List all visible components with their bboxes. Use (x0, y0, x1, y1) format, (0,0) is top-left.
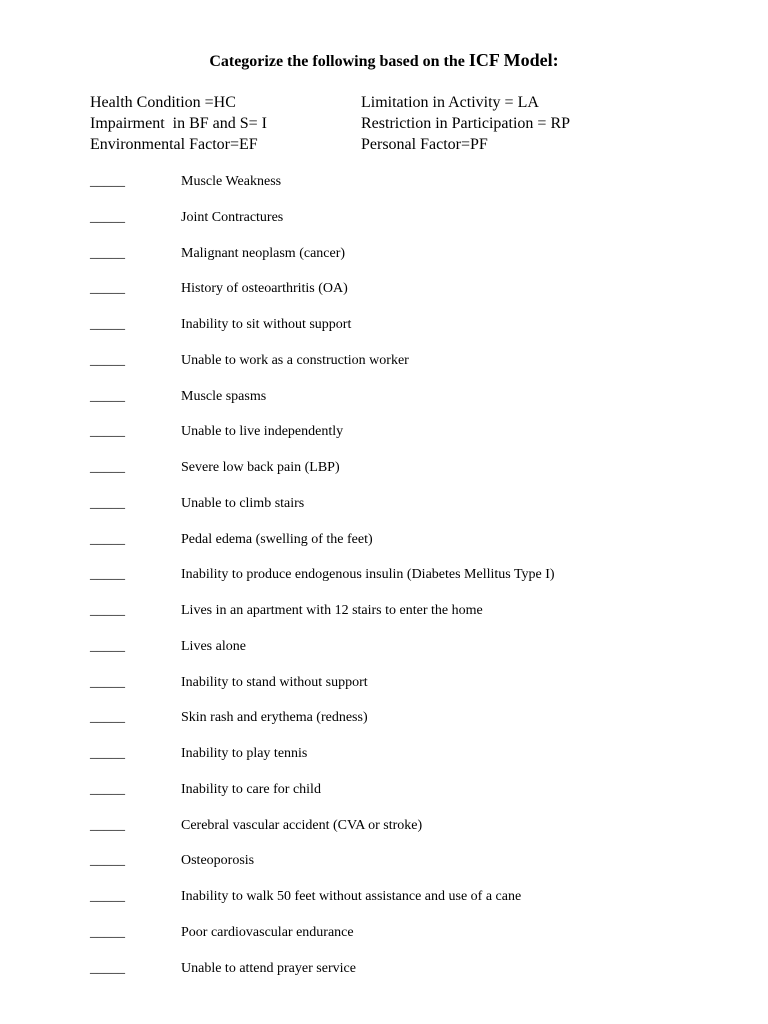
list-item (90, 317, 730, 353)
legend-health-condition: Health Condition =HC (90, 94, 236, 111)
item-text: Severe low back pain (LBP) (181, 460, 340, 475)
item-text: Osteoporosis (181, 853, 255, 869)
title-model: ICF Model: (468, 50, 559, 70)
answer-blank[interactable]: _____ (90, 281, 125, 297)
answer-blank[interactable]: _____ (90, 746, 125, 761)
list-item (90, 746, 730, 782)
item-text: History of osteoarthritis (OA) (181, 281, 348, 297)
list-item (90, 961, 730, 997)
item-text: Inability to produce endogenous insulin (Diabetes Mellitus Type I) (181, 567, 555, 583)
item-text: Inability to walk 50 feet without assistance and use of a cane (181, 889, 522, 904)
item-text: Cerebral vascular accident (CVA or stroke) (181, 817, 423, 833)
item-text: Malignant neoplasm (cancer) (181, 245, 346, 261)
answer-blank[interactable]: _____ (90, 567, 125, 583)
legend-impairment: Impairment in BF and S= I (90, 115, 268, 132)
item-text: Pedal edema (swelling of the feet) (181, 531, 373, 547)
list-item (90, 889, 730, 925)
legend-row (90, 134, 710, 155)
list-item (90, 460, 730, 496)
list-item (90, 424, 730, 460)
answer-blank[interactable]: _____ (90, 388, 125, 404)
answer-blank[interactable]: _____ (90, 853, 125, 869)
legend-row (90, 113, 710, 134)
legend-personal-factor: Personal Factor=PF (361, 136, 488, 153)
answer-blank[interactable]: _____ (90, 781, 125, 797)
item-text: Lives in an apartment with 12 stairs to enter the home (181, 603, 483, 618)
legend-restriction-participation: Restriction in Participation = RP (361, 115, 571, 132)
item-text: Lives alone (181, 638, 246, 654)
item-text: Inability to play tennis (181, 746, 308, 761)
item-text: Inability to stand without support (181, 674, 368, 690)
list-item (90, 532, 730, 568)
answer-blank[interactable]: _____ (90, 710, 125, 726)
list-item (90, 853, 730, 889)
answer-blank[interactable]: _____ (90, 603, 125, 618)
item-text: Inability to sit without support (181, 317, 352, 332)
answer-blank[interactable]: _____ (90, 352, 125, 368)
item-text: Inability to care for child (181, 781, 321, 797)
list-item (90, 675, 730, 711)
legend-row (90, 92, 710, 113)
list-item (90, 818, 730, 854)
answer-blank[interactable]: _____ (90, 209, 125, 225)
item-text: Unable to live independently (181, 424, 344, 440)
legend-environmental-factor: Environmental Factor=EF (90, 136, 258, 153)
legend-limitation-activity: Limitation in Activity = LA (361, 94, 539, 111)
answer-blank[interactable]: _____ (90, 245, 125, 261)
list-item (90, 710, 730, 746)
list-item (90, 567, 730, 603)
answer-blank[interactable]: _____ (90, 531, 125, 547)
list-item (90, 925, 730, 961)
item-text: Unable to attend prayer service (181, 960, 356, 976)
answer-blank[interactable]: _____ (90, 960, 125, 976)
item-text: Muscle Weakness (181, 174, 282, 189)
item-text: Poor cardiovascular endurance (181, 924, 354, 940)
list-item (90, 603, 730, 639)
list-item (90, 246, 730, 282)
answer-blank[interactable]: _____ (90, 889, 125, 904)
list-item (90, 496, 730, 532)
item-text: Unable to climb stairs (181, 495, 305, 511)
list-item (90, 353, 730, 389)
answer-blank[interactable]: _____ (90, 495, 125, 511)
list-item (90, 174, 730, 210)
answer-blank[interactable]: _____ (90, 174, 125, 189)
answer-blank[interactable]: _____ (90, 674, 125, 690)
answer-blank[interactable]: _____ (90, 424, 125, 440)
list-item (90, 389, 730, 425)
answer-blank[interactable]: _____ (90, 638, 125, 654)
title-main: Categorize the following based on the (209, 53, 465, 70)
item-text: Unable to work as a construction worker (181, 352, 409, 368)
list-item (90, 210, 730, 246)
list-item (90, 281, 730, 317)
item-text: Skin rash and erythema (redness) (181, 710, 368, 726)
list-item (90, 639, 730, 675)
answer-blank[interactable]: _____ (90, 817, 125, 833)
answer-blank[interactable]: _____ (90, 924, 125, 940)
item-text: Muscle spasms (181, 388, 267, 404)
page-title (0, 50, 768, 71)
legend (90, 92, 710, 155)
item-text: Joint Contractures (181, 209, 284, 225)
item-list (90, 174, 730, 996)
list-item (90, 782, 730, 818)
answer-blank[interactable]: _____ (90, 317, 125, 332)
answer-blank[interactable]: _____ (90, 460, 125, 475)
